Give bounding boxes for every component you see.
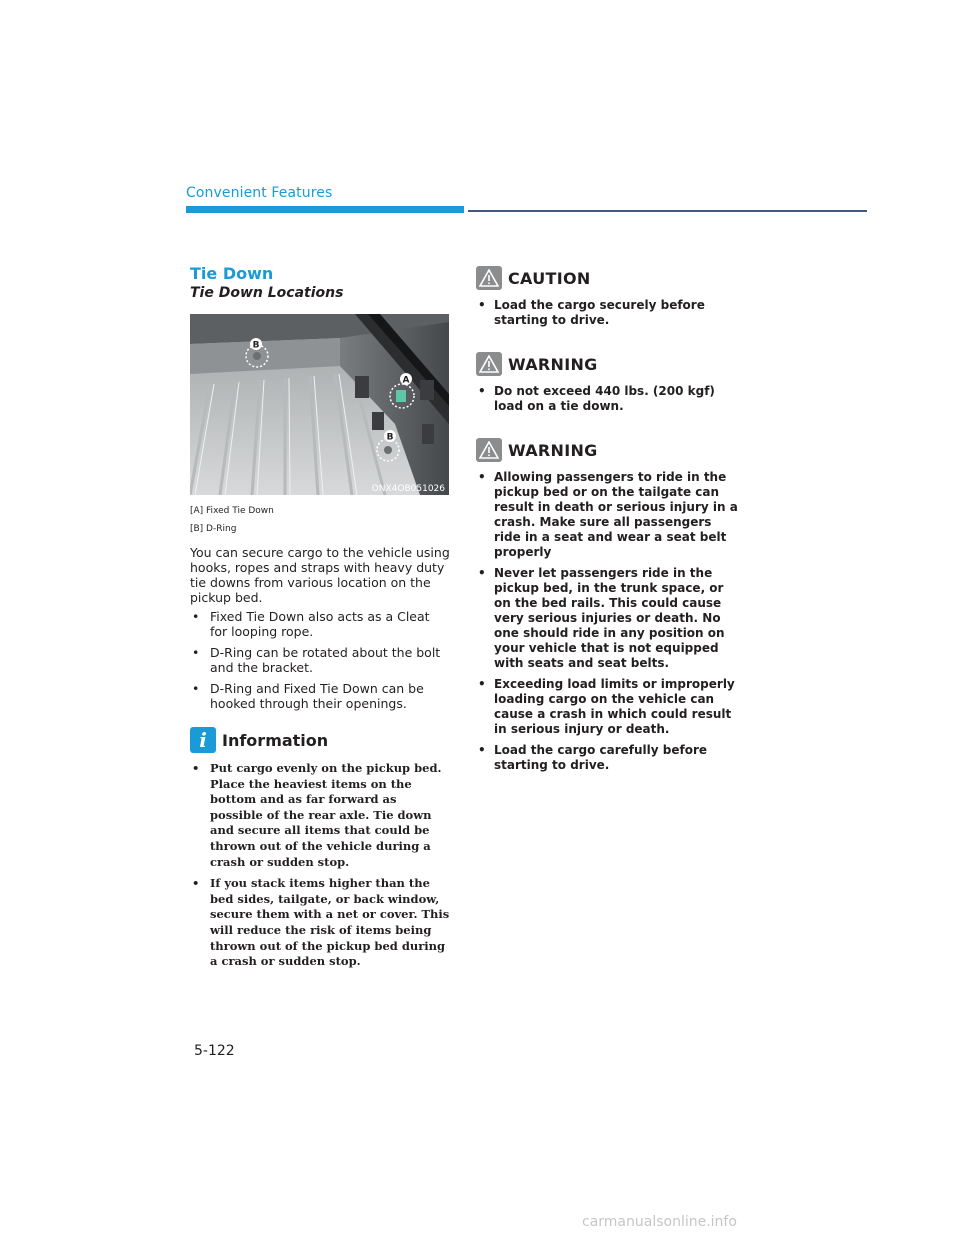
caption-d-ring: [B] D-Ring — [190, 524, 237, 534]
section-title: Tie Down — [190, 264, 274, 283]
list-item: • Exceeding load limits or improperly loading cargo on the vehicle can cause a crash in which could result in serious injury or death. — [476, 677, 738, 737]
warning-block-passengers — [476, 438, 738, 773]
list-item: • D-Ring can be rotated about the bolt and the bracket. — [190, 645, 450, 675]
left-column — [190, 264, 450, 976]
list-item: • If you stack items higher than the bed sides, tailgate, or back window, secure them with a net or cover. This will reduce the risk of items being thrown out of the pickup bed during a crash or sudden stop. — [190, 876, 450, 970]
header-rule — [468, 210, 867, 212]
watermark: carmanualsonline.info — [582, 1214, 737, 1230]
warning-triangle-icon — [476, 266, 502, 290]
subsection-title: Tie Down Locations — [190, 285, 344, 301]
list-item: • Never let passengers ride in the pickup bed, in the trunk space, or on the bed rails. This could cause very serious injuries or death. No one should ride in any position on your vehicle that is not equipped with seats and seat belts. — [476, 566, 738, 671]
caution-list — [476, 298, 738, 328]
information-header — [190, 727, 450, 753]
warning-list — [476, 470, 738, 773]
warning-title: WARNING — [508, 440, 598, 460]
marker-a: A — [402, 375, 410, 386]
list-item: • D-Ring and Fixed Tie Down can be hooked through their openings. — [190, 681, 450, 711]
caption-fixed-tie-down: [A] Fixed Tie Down — [190, 506, 274, 516]
warning-header — [476, 438, 738, 462]
intro-paragraph: You can secure cargo to the vehicle using hooks, ropes and straps with heavy duty tie downs from various location on the pickup bed. — [190, 545, 450, 605]
list-item: • Do not exceed 440 lbs. (200 kgf) load on a tie down. — [476, 384, 738, 414]
feature-list — [190, 609, 450, 711]
information-list — [190, 761, 450, 970]
list-item: • Load the cargo carefully before starting to drive. — [476, 743, 738, 773]
page-number: 5-122 — [194, 1043, 235, 1059]
warning-triangle-icon — [476, 438, 502, 462]
info-icon: i — [190, 727, 216, 753]
warning-title: WARNING — [508, 354, 598, 374]
information-title: Information — [222, 730, 329, 750]
warning-list — [476, 384, 738, 414]
marker-b-top: B — [252, 340, 260, 351]
list-item: • Allowing passengers to ride in the pickup bed or on the tailgate can result in death or serious injury in a crash. Make sure all passengers ride in a seat and wear a seat belt properly — [476, 470, 738, 560]
photo-code: ONX4OB051026 — [371, 484, 445, 494]
caution-header — [476, 266, 738, 290]
warning-block-load — [476, 352, 738, 414]
caution-block — [476, 266, 738, 328]
warning-triangle-icon — [476, 352, 502, 376]
warning-header — [476, 352, 738, 376]
list-item: • Load the cargo securely before starting to drive. — [476, 298, 738, 328]
header-rule-accent — [186, 206, 464, 213]
marker-b-bottom: B — [386, 432, 394, 443]
tie-down-photo — [190, 314, 449, 495]
caution-title: CAUTION — [508, 268, 591, 288]
list-item: • Put cargo evenly on the pickup bed. Place the heaviest items on the bottom and as far forward as possible of the rear axle. Tie down and secure all items that could be thrown out of the vehicle during a crash or sudden stop. — [190, 761, 450, 870]
right-column — [476, 266, 738, 779]
list-item: • Fixed Tie Down also acts as a Cleat for looping rope. — [190, 609, 450, 639]
running-header: Convenient Features — [186, 185, 333, 201]
